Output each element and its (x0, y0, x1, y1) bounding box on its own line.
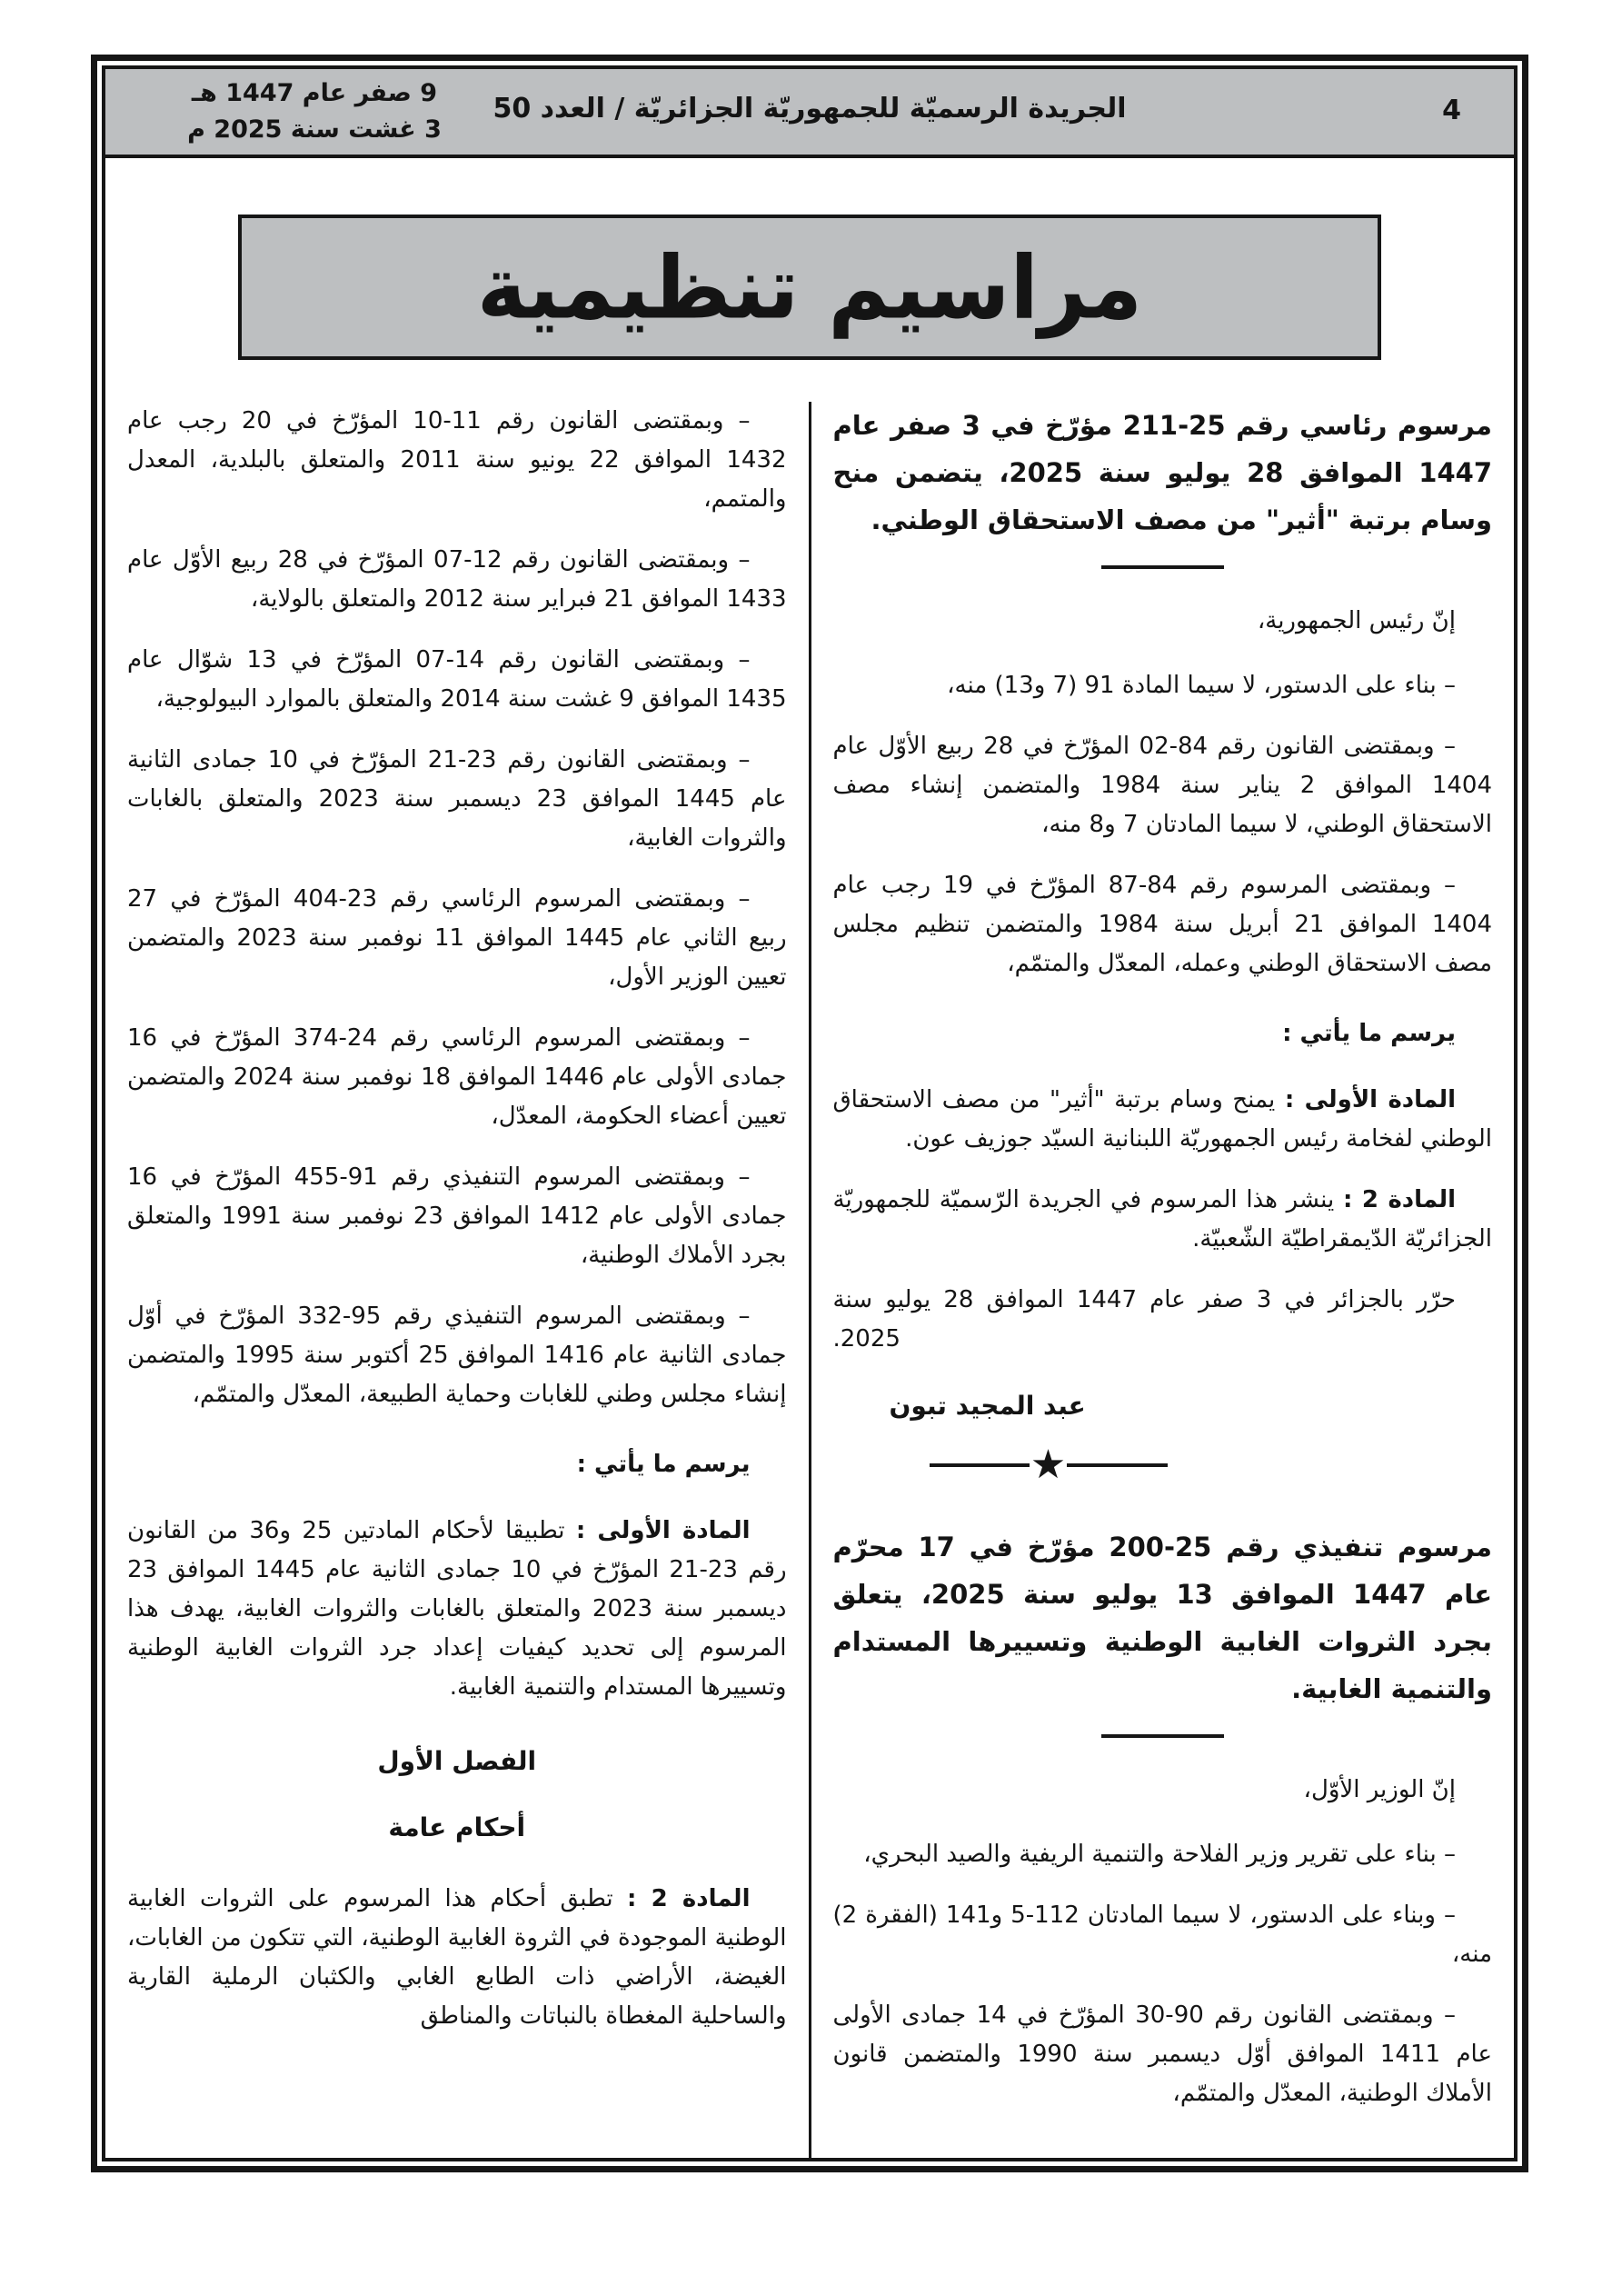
star-separator (930, 1442, 1168, 1488)
chapter-heading: الفصل الأول (377, 1746, 537, 1776)
consideration-item: – وبمقتضى القانون رقم 14-07 المؤرّخ في 13 شوّال عام 1435 الموافق 9 غشت سنة 2014 والمتعلق بالموارد البيولوجية، (127, 646, 787, 713)
article-paragraph (127, 1512, 787, 1707)
article-text: تطبق أحكام هذا المرسوم على الثروات الغابية الوطنية الموجودة في الثروة الغابية الوطنية، التي تتكون من الغابات، الغيضة، الأراضي ذات الطابع الغابي والكثبان الرملية القارية والساحلية المغطاة بالنباتات والمناطق (127, 1885, 787, 2030)
consideration-item: – وبمقتضى المرسوم الرئاسي رقم 24-374 المؤرّخ في 16 جمادى الأولى عام 1446 الموافق 18 نوفمبر سنة 2024 والمتضمن تعيين أعضاء الحكومة، المعدّل، (127, 1024, 787, 1130)
signature-date: حرّر بالجزائر في 3 صفر عام 1447 الموافق 28 يوليو سنة 2025. (832, 1286, 1456, 1353)
masthead (105, 69, 1514, 158)
enacting-formula: يرسم ما يأتي : (1282, 1020, 1456, 1047)
section-banner (238, 215, 1381, 360)
consideration-item: – وبمقتضى المرسوم الرئاسي رقم 23-404 المؤرّخ في 27 ربيع الثاني عام 1445 الموافق 11 نوفمبر سنة 2023 والمتضمن تعيين الوزير الأول، (127, 885, 787, 991)
short-rule (1101, 1734, 1224, 1738)
article-lead: المادة الأولى : (575, 1517, 751, 1544)
consideration-item: – بناء على الدستور، لا سيما المادة 91 (7 و13) منه، (947, 672, 1456, 699)
consideration-item: – وبمقتضى المرسوم رقم 84-87 المؤرّخ في 19 رجب عام 1404 الموافق 21 أبريل سنة 1984 والمتضمن تنظيم مجلس مصف الاستحقاق الوطني وعمله، المعدّل والمتمّم، (832, 872, 1492, 977)
consideration-item: – وبمقتضى المرسوم التنفيذي رقم 95-332 المؤرّخ في أوّل جمادى الثانية عام 1416 الموافق 25 أكتوبر سنة 1995 والمتضمن إنشاء مجلس وطني للغابات وحماية الطبيعة، المعدّل والمتمّم، (127, 1303, 787, 1408)
article-text: ينشر هذا المرسوم في الجريدة الرّسميّة للجمهوريّة الجزائريّة الدّيمقراطيّة الشّعبيّة. (832, 1186, 1492, 1253)
separator-bar (930, 1463, 1030, 1467)
short-rule (1101, 565, 1224, 569)
opening-line: إنّ رئيس الجمهورية، (1257, 607, 1456, 634)
consideration-item: – وبمقتضى القانون رقم 90-30 المؤرّخ في 14 جمادى الأولى عام 1411 الموافق أوّل ديسمبر سنة 1990 والمتضمن قانون الأملاك الوطنية، المعدّل والمتمّم، (832, 2002, 1492, 2107)
consideration-item: – وبناء على الدستور، لا سيما المادتان 112-5 و141 (الفقرة 2) منه، (832, 1902, 1492, 1968)
opening-line: إنّ الوزير الأوّل، (1303, 1776, 1456, 1803)
article-lead: المادة الأولى : (1284, 1086, 1457, 1113)
article-paragraph (833, 1081, 1493, 1159)
decree-title: مرسوم تنفيذي رقم 25-200 مؤرّخ في 17 محرّم عام 1447 الموافق 13 يوليو سنة 2025، يتعلق بجرد الثروات الغابية الوطنية وتسييرها المستدام والتنمية الغابية. (832, 1532, 1493, 1704)
signatory-name: عبد المجيد تبون (889, 1391, 1086, 1421)
article-lead: المادة 2 : (1342, 1186, 1457, 1213)
article-text: يمنح وسام برتبة "أثير" من مصف الاستحقاق الوطني لفخامة رئيس الجمهوريّة اللبنانية السيّد جوزيف عون. (832, 1086, 1492, 1153)
article-paragraph (833, 1181, 1493, 1259)
page-content (105, 158, 1514, 2158)
chapter-subheading: أحكام عامة (388, 1812, 526, 1842)
page-frame (91, 55, 1528, 2172)
consideration-item: – وبمقتضى القانون رقم 23-21 المؤرّخ في 10 جمادى الثانية عام 1445 الموافق 23 ديسمبر سنة 2023 والمتعلق بالغابات والثروات الغابية، (127, 746, 787, 852)
consideration-item: – وبمقتضى المرسوم التنفيذي رقم 91-455 المؤرّخ في 16 جمادى الأولى عام 1412 الموافق 23 نوفمبر سنة 1991 والمتعلق بجرد الأملاك الوطنية، (127, 1163, 787, 1269)
consideration-item: – وبمقتضى القانون رقم 84-02 المؤرّخ في 28 ربيع الأوّل عام 1404 الموافق 2 يناير سنة 1984 والمتضمن إنشاء مصف الاستحقاق الوطني، لا سيما المادتان 7 و8 منه، (832, 733, 1493, 838)
page-number: 4 (1442, 95, 1461, 126)
decree-title: مرسوم رئاسي رقم 25-211 مؤرّخ في 3 صفر عام 1447 الموافق 28 يوليو سنة 2025، يتضمن منح وسام برتبة "أثير" من مصف الاستحقاق الوطني. (832, 410, 1493, 535)
article-text: تطبيقا لأحكام المادتين 25 و36 من القانون رقم 23-21 المؤرّخ في 10 جمادى الثانية عام 1445 الموافق 23 ديسمبر سنة 2023 والمتعلق بالغابات والثروات الغابية، يهدف هذا المرسوم إلى تحديد كيفيات إعداد جرد الثروات الغابية الوطنية وتسييرها المستدام والتنمية الغابية. (127, 1517, 787, 1701)
column-right (811, 402, 1515, 2158)
columns (105, 402, 1514, 2158)
star-icon: ★ (1030, 1442, 1067, 1488)
article-paragraph (127, 1880, 787, 2036)
consideration-item: – وبمقتضى القانون رقم 11-10 المؤرّخ في 20 رجب عام 1432 الموافق 22 يونيو سنة 2011 والمتعلق بالبلدية، المعدل والمتمم، (127, 407, 787, 513)
column-divider (809, 402, 811, 2158)
journal-title: الجريدة الرسميّة للجمهوريّة الجزائريّة / العدد 50 (493, 93, 1127, 125)
section-banner-title: مراسيم تنظيمية (476, 236, 1143, 338)
hijri-date: 9 صفر عام 1447 هـ (191, 79, 438, 107)
gregorian-date: 3 غشت سنة 2025 م (187, 115, 442, 144)
consideration-item: – وبمقتضى القانون رقم 12-07 المؤرّخ في 28 ربيع الأوّل عام 1433 الموافق 21 فبراير سنة 2012 والمتعلق بالولاية، (127, 546, 787, 613)
enacting-formula: يرسم ما يأتي : (576, 1451, 751, 1478)
separator-bar (1067, 1463, 1167, 1467)
column-left (105, 402, 809, 2158)
page-frame-inner (102, 65, 1518, 2161)
article-lead: المادة 2 : (627, 1885, 751, 1912)
consideration-item: – بناء على تقرير وزير الفلاحة والتنمية الريفية والصيد البحري، (863, 1841, 1456, 1868)
